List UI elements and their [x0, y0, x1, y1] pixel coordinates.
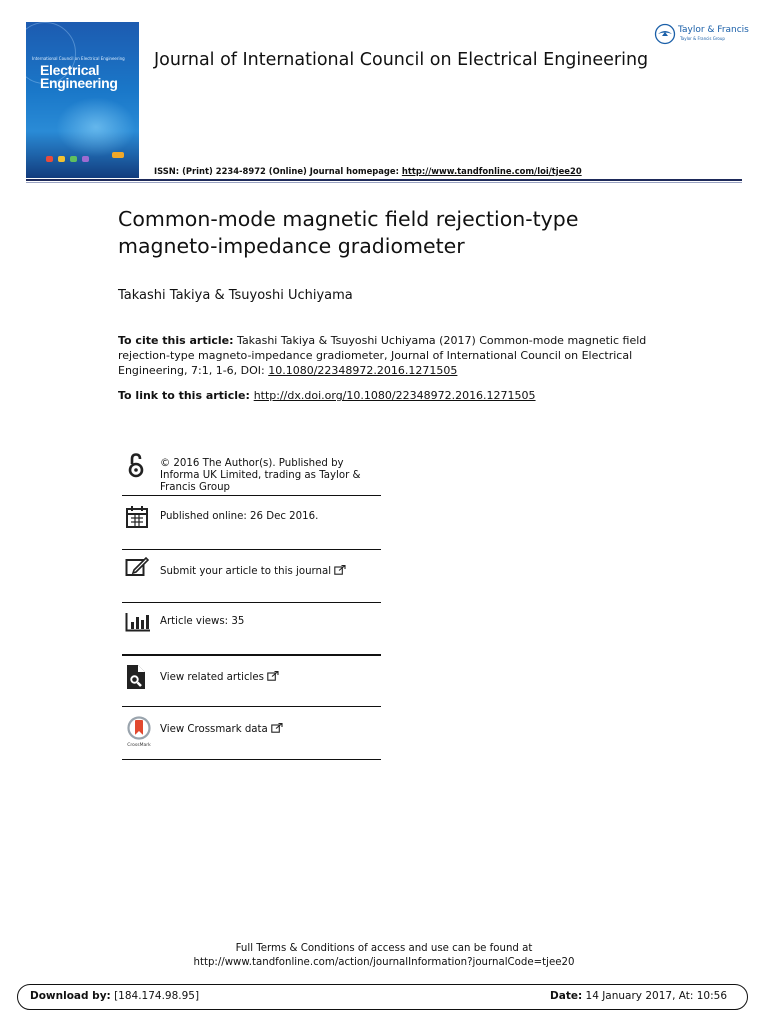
- crossmark-link[interactable]: View Crossmark data: [160, 723, 283, 736]
- cover-dot: [46, 156, 53, 162]
- cite-text: Takashi Takiya & Tsuyoshi Uchiyama (2017) Common-mode magnetic field rejection-type magneto-impedance gradiometer, Journal of International Council on Electrical Engineering, 7:1, 1-6, DOI:: [118, 334, 647, 377]
- row-divider: [122, 759, 381, 760]
- article-link-line: [118, 389, 536, 402]
- cover-dot: [58, 156, 65, 162]
- crossmark-icon: [126, 716, 152, 742]
- issn-text: ISSN: (Print) 2234-8972 (Online) Journal homepage:: [154, 166, 402, 176]
- journal-title: Journal of International Council on Electrical Engineering: [154, 50, 649, 70]
- submit-article-row[interactable]: [122, 550, 381, 603]
- cover-title-line1: Electrical: [40, 62, 100, 78]
- article-views-count: Article views: 35: [160, 616, 245, 627]
- publisher-name: Taylor & Francis: [678, 25, 749, 35]
- cover-title-line2: Engineering: [40, 75, 118, 91]
- article-authors: Takashi Takiya & Tsuyoshi Uchiyama: [118, 288, 353, 303]
- edit-icon: [125, 557, 149, 577]
- article-title-line1: Common-mode magnetic field rejection-type: [118, 207, 579, 231]
- terms-line1: Full Terms & Conditions of access and use can be found at: [235, 943, 533, 954]
- submit-article-link[interactable]: Submit your article to this journal: [160, 565, 346, 578]
- related-articles-row[interactable]: [122, 655, 381, 707]
- citation-block: [118, 333, 658, 378]
- crossmark-badge: [126, 716, 152, 750]
- calendar-icon: [125, 505, 149, 529]
- copyright-text: © 2016 The Author(s). Published by Informa UK Limited, trading as Taylor & Francis Group: [160, 458, 361, 493]
- article-views-row: [122, 603, 381, 655]
- issn-line: [154, 166, 582, 176]
- external-link-icon: [271, 723, 283, 733]
- link-label: To link to this article:: [118, 389, 254, 402]
- article-title-line2: magneto-impedance gradiometer: [118, 234, 465, 258]
- doi-link[interactable]: 10.1080/22348972.2016.1271505: [268, 364, 458, 377]
- terms-notice: [0, 942, 768, 970]
- cover-dot: [70, 156, 77, 162]
- download-by: Download by: [184.174.98.95]: [30, 990, 200, 1002]
- crossmark-row[interactable]: [122, 707, 381, 761]
- bar-chart-icon: [125, 612, 151, 632]
- cite-label: To cite this article:: [118, 334, 234, 347]
- published-row: [122, 496, 381, 550]
- related-articles-link[interactable]: View related articles: [160, 671, 279, 684]
- cover-subtitle: International Council on Electrical Engineering: [32, 56, 125, 61]
- related-articles-icon: [125, 664, 147, 690]
- article-url-link[interactable]: http://dx.doi.org/10.1080/22348972.2016.1271505: [253, 389, 536, 402]
- journal-cover-image: [26, 22, 139, 178]
- external-link-icon: [267, 671, 279, 681]
- external-link-icon: [334, 565, 346, 575]
- header-divider-thin: [26, 182, 742, 183]
- open-access-icon: [125, 453, 147, 479]
- download-date: Date: 14 January 2017, At: 10:56: [550, 990, 727, 1002]
- download-info-bar: [17, 984, 748, 1010]
- terms-url[interactable]: http://www.tandfonline.com/action/journalInformation?journalCode=tjee20: [193, 957, 575, 968]
- published-date: Published online: 26 Dec 2016.: [160, 511, 319, 522]
- cover-glow: [56, 97, 136, 157]
- crossmark-label: CrossMark: [127, 743, 151, 748]
- publisher-group: Taylor & Francis Group: [680, 36, 725, 41]
- article-title: [118, 206, 718, 260]
- cover-title: [40, 64, 118, 90]
- journal-homepage-link[interactable]: http://www.tandfonline.com/loi/tjee20: [401, 166, 582, 176]
- header-divider: [26, 179, 742, 181]
- cover-dot: [82, 156, 89, 162]
- cover-dot: [112, 152, 124, 158]
- open-access-row: [122, 450, 381, 496]
